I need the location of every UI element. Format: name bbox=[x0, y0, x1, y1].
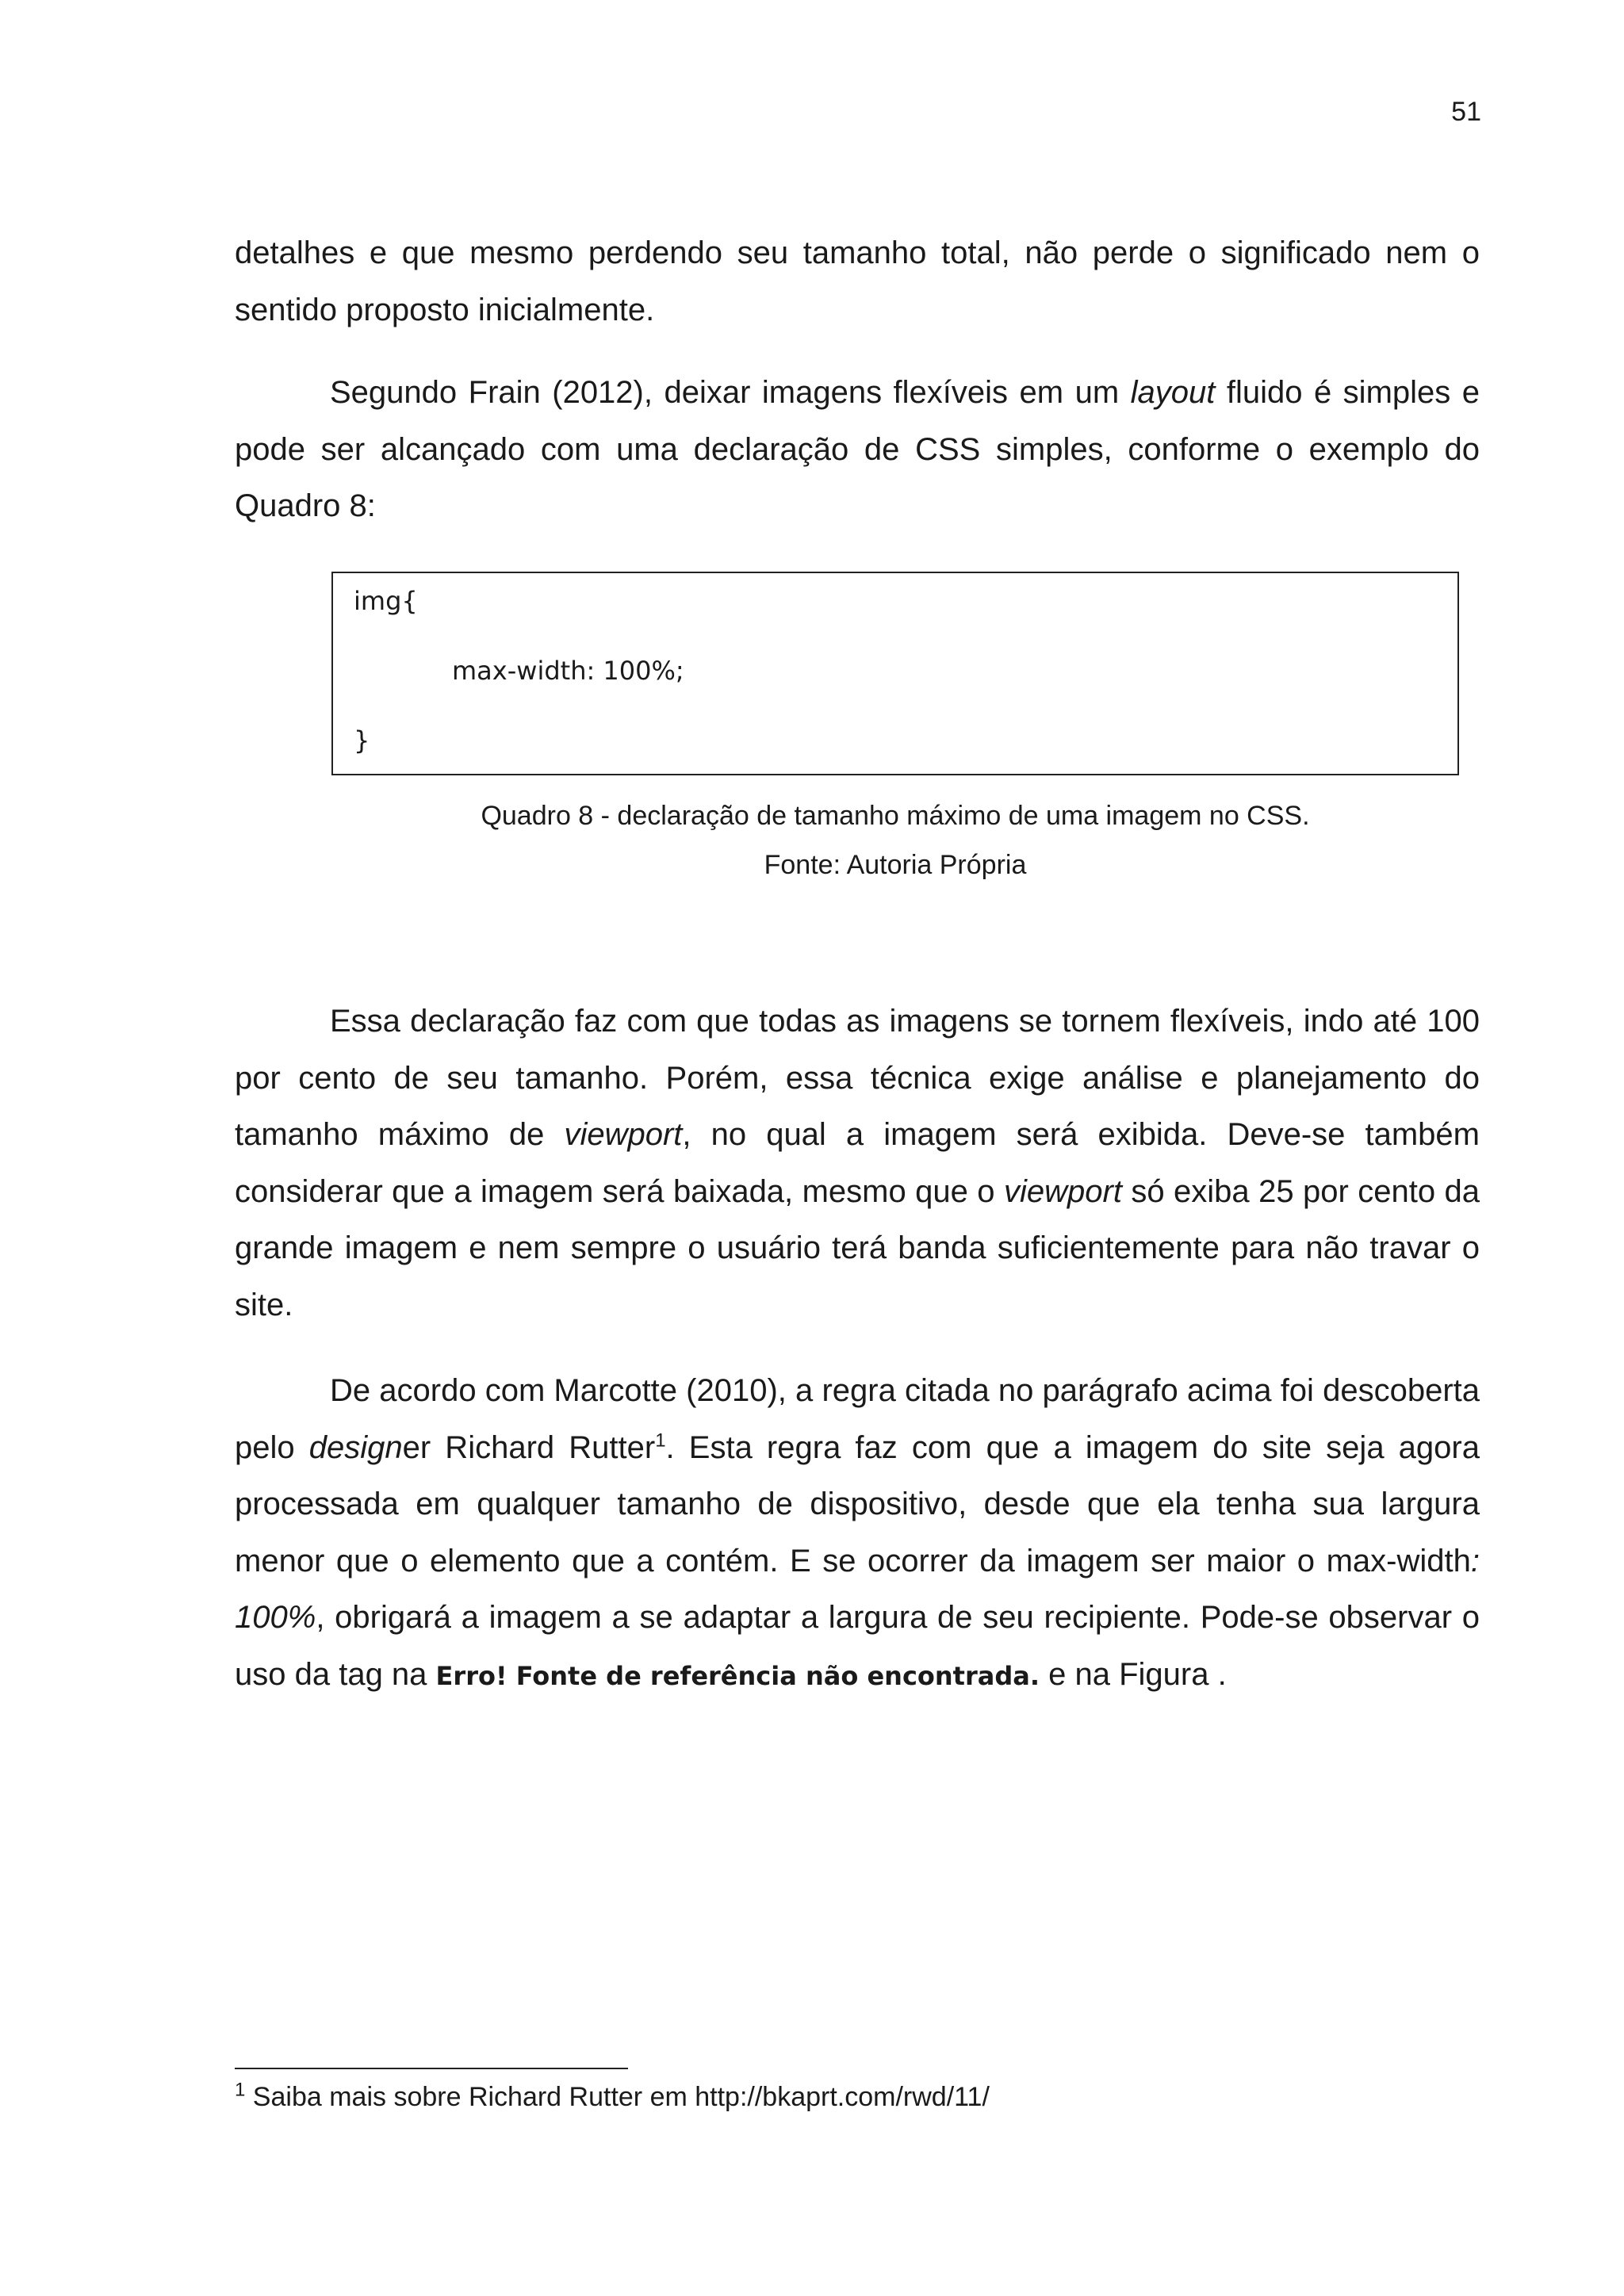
italic-term-viewport-2: viewport bbox=[1003, 1173, 1122, 1209]
quadro-caption: Quadro 8 - declaração de tamanho máximo de uma imagem no CSS. bbox=[481, 801, 1310, 831]
italic-term-design: design bbox=[308, 1429, 403, 1465]
broken-reference-field[interactable]: Erro! Fonte de referência não encontrada. bbox=[435, 1660, 1040, 1691]
paragraph-4 bbox=[235, 1363, 1480, 1705]
paragraph-4-text-b: er Richard Rutter bbox=[402, 1429, 656, 1465]
code-block-quadro-8 bbox=[331, 572, 1459, 775]
code-line-1: img{ bbox=[354, 586, 418, 616]
paragraph-3 bbox=[235, 993, 1480, 1334]
footnote-reference[interactable]: 1 bbox=[655, 1429, 666, 1452]
paragraph-4-text-e: e na Figura . bbox=[1040, 1656, 1227, 1692]
paragraph-1-text: detalhes e que mesmo perdendo seu tamanho total, não perde o significado nem o sentido proposto inicialmente. bbox=[235, 235, 1480, 327]
italic-term-layout: layout bbox=[1130, 375, 1216, 410]
quadro-source: Fonte: Autoria Própria bbox=[764, 850, 1027, 880]
italic-term-viewport-1: viewport bbox=[564, 1117, 683, 1152]
footnote-separator bbox=[235, 2068, 628, 2069]
paragraph-4-text-d: , obrigará a imagem a se adaptar a largura de seu recipiente. Pode-se observar o uso da tag na bbox=[235, 1600, 1480, 1692]
paragraph-3-text-a: Essa declaração faz com que todas as imagens se tornem flexíveis, indo até 100 por cento de seu tamanho. Porém, essa técnica exige análise e planejamento do tamanho máximo de bbox=[235, 1004, 1480, 1152]
paragraph-3-text-b: , no qual a imagem será exibida. Deve-se também considerar que a imagem será baixada, mesmo que o bbox=[235, 1117, 1480, 1209]
code-line-3: } bbox=[354, 725, 370, 756]
paragraph-4-text-c: . Esta regra faz com que a imagem do site seja agora processada em qualquer tamanho de dispositivo, desde que ela tenha sua largura menor que o elemento que a contém. E se ocorrer da imagem ser maior o max-width bbox=[235, 1429, 1480, 1578]
footnote bbox=[235, 2079, 990, 2113]
paragraph-3-text-c: só exiba 25 por cento da grande imagem e nem sempre o usuário terá banda suficientemente para não travar o site. bbox=[235, 1173, 1480, 1322]
paragraph-1 bbox=[235, 225, 1480, 339]
paragraph-2 bbox=[235, 365, 1480, 535]
page-number: 51 bbox=[1451, 97, 1481, 127]
paragraph-2-text-b: fluido é simples e pode ser alcançado com uma declaração de CSS simples, conforme o exemplo do Quadro 8: bbox=[235, 375, 1480, 523]
italic-term-max-width-value: : 100% bbox=[235, 1543, 1480, 1635]
code-line-2: max-width: 100%; bbox=[452, 656, 684, 686]
paragraph-2-text-a: Segundo Frain (2012), deixar imagens flexíveis em um bbox=[330, 375, 1131, 410]
footnote-text: Saiba mais sobre Richard Rutter em http://bkaprt.com/rwd/11/ bbox=[245, 2082, 990, 2112]
paragraph-4-text-a: De acordo com Marcotte (2010), a regra citada no parágrafo acima foi descoberta pelo bbox=[235, 1373, 1480, 1465]
footnote-marker: 1 bbox=[235, 2079, 246, 2101]
